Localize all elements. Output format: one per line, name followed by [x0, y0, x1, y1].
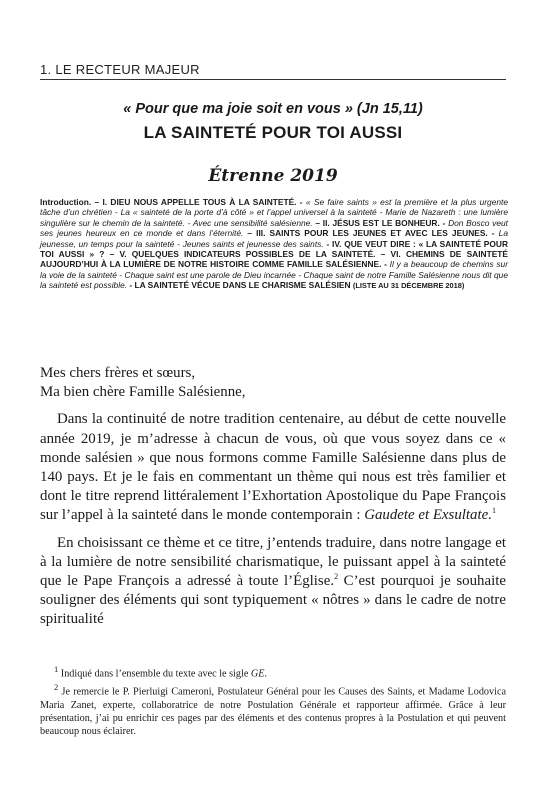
footnotes — [40, 663, 506, 739]
script-title: Étrenne 2019 — [208, 166, 338, 186]
footnote-ref: 1 — [491, 506, 496, 516]
body-text — [40, 364, 506, 630]
summary-part: « Se faire saints » est la première et la plus urgente tâche d’un chrétien - La « sainteté de la porte d’à côté » et l’appel universel à la sainteté - Marie de Nazareth : une lumière singulière sur le chemin de la sainteté. - Avec une sensibilité salésienne. — [40, 197, 508, 228]
paragraph-text: C’est pourquoi je souhaite souligner des éléments qui sont typiquement « nôtres » dans le cadre de notre spiritualité — [40, 573, 506, 628]
footnote-ref: 2 — [334, 572, 339, 582]
running-head: 1. LE RECTEUR MAJEUR — [40, 62, 200, 77]
greeting-line: Ma bien chère Famille Salésienne, — [40, 384, 246, 401]
footnote-number: 1 — [54, 664, 59, 674]
paragraph-emphasis: Gaudete et Exsultate. — [364, 507, 492, 524]
summary-part: Don Bosco veut ses jeunes heureux en ce monde et dans l’éternité. — [40, 217, 509, 239]
footnote-emphasis: GE — [250, 668, 265, 680]
summary-part: – II. JÉSUS EST LE BONHEUR. - — [312, 217, 449, 228]
body-paragraph — [40, 410, 506, 525]
footnote — [40, 663, 506, 681]
footnote-number: 2 — [54, 681, 59, 692]
paragraph-text: Dans la continuité de notre tradition centenaire, au début de cette nouvelle année 2019, je m’adresse à chacun de vous, où que vous soyez dans ce « monde salésien » que nous formons comme Famille Salésienne dans plus de 140 pays. Et je le fais en commentant un thème qui nous est très familier et dont le titre reprend littéralement l’Exhortation Apostolique du Pape François sur l’appel à la sainteté dans le monde contemporain : — [40, 411, 506, 524]
summary-part: Il y a beaucoup de chemins sur la voie de la sainteté - Chaque saint est une parole de Dieu incarnée - Chaque saint de notre Famille Salésienne nous dit que la sainteté est possible. — [40, 259, 508, 291]
summary-part: – III. SAINTS POUR LES JEUNES ET AVEC LES JEUNES. - — [243, 228, 499, 239]
summary-paragraph — [40, 197, 508, 292]
paragraph-text: En choisissant ce thème et ce titre, j’entends traduire, dans notre langage et à la lumière de notre sensibilité charismatique, le puissant appel à la sainteté que le Pape François a adressé à toute l’Église. — [40, 534, 506, 590]
page-title: LA SAINTETÉ POUR TOI AUSSI — [143, 123, 403, 142]
summary-part: - LA SAINTETÉ VÉCUE DANS LE CHARISME SALÉSIEN — [127, 280, 353, 291]
summary-part: (LISTE AU 31 DÉCEMBRE 2018) — [352, 281, 465, 291]
footnote-text: . — [264, 668, 268, 680]
body-paragraph — [40, 534, 506, 630]
summary-part: Introduction. – I. DIEU NOUS APPELLE TOUS À LA SAINTETÉ. - — [40, 197, 306, 207]
summary-part: - IV. QUE VEUT DIRE : « LA SAINTETÉ POUR TOI AUSSI » ? – V. QUELQUES INDICATEURS POSSIBLES DE LA SAINTETÉ. – VI. CHEMINS DE SAINTETÉ AUJOURD’HUI À LA LUMIÈRE DE NOTRE HISTOIRE COMME FAMILLE SALÉSIENNE. - — [40, 238, 508, 270]
summary-part: La jeunesse, un temps pour la sainteté - Jeunes saints et jeunesse des saints. — [40, 228, 508, 249]
footnote-text: Indiqué dans l’ensemble du texte avec le sigle — [58, 668, 251, 680]
footnote — [40, 681, 506, 739]
greeting-line: Mes chers frères et sœurs, — [40, 365, 196, 381]
footnote-text: Je remercie le P. Pierluigi Cameroni, Postulateur Général pour les Causes des Saints, et Madame Lodovica Maria Zanet, experte, collaboratrice de notre Postulation Générale et rapporteur affirmée. Grâce à leur présentation, j’ai pu enrichir ces pages par des éléments et des contenus propres à la Postulation et qui peuvent beaucoup nous éclairer. — [40, 686, 506, 738]
header-rule — [40, 79, 506, 80]
subtitle: « Pour que ma joie soit en vous » (Jn 15,11) — [123, 101, 423, 117]
